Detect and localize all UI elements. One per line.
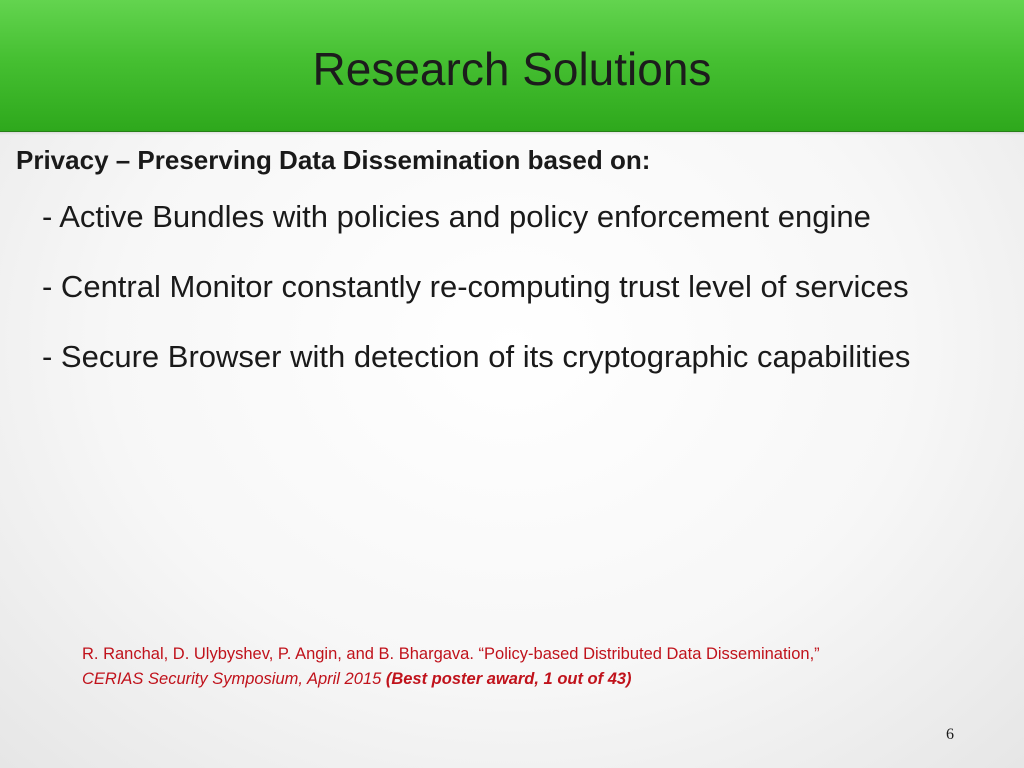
title-bar [0, 0, 1024, 132]
citation [82, 642, 820, 692]
bullet-item-central-monitor: - Central Monitor constantly re-computing trust level of services [42, 269, 909, 304]
section-heading: Privacy – Preserving Data Dissemination based on: [16, 145, 651, 175]
slide-title: Research Solutions [312, 43, 712, 95]
citation-award: (Best poster award, 1 out of 43) [385, 670, 632, 688]
citation-venue: CERIAS Security Symposium, April 2015 [82, 670, 382, 688]
citation-venue-line [82, 667, 820, 692]
bullet-item-active-bundles: - Active Bundles with policies and policy enforcement engine [42, 199, 871, 234]
page-number: 6 [946, 726, 954, 743]
citation-authors-title: R. Ranchal, D. Ulybyshev, P. Angin, and B. Bhargava. “Policy-based Distributed Data Dissemination,” [82, 645, 820, 663]
bullet-item-secure-browser: - Secure Browser with detection of its cryptographic capabilities [42, 339, 911, 374]
